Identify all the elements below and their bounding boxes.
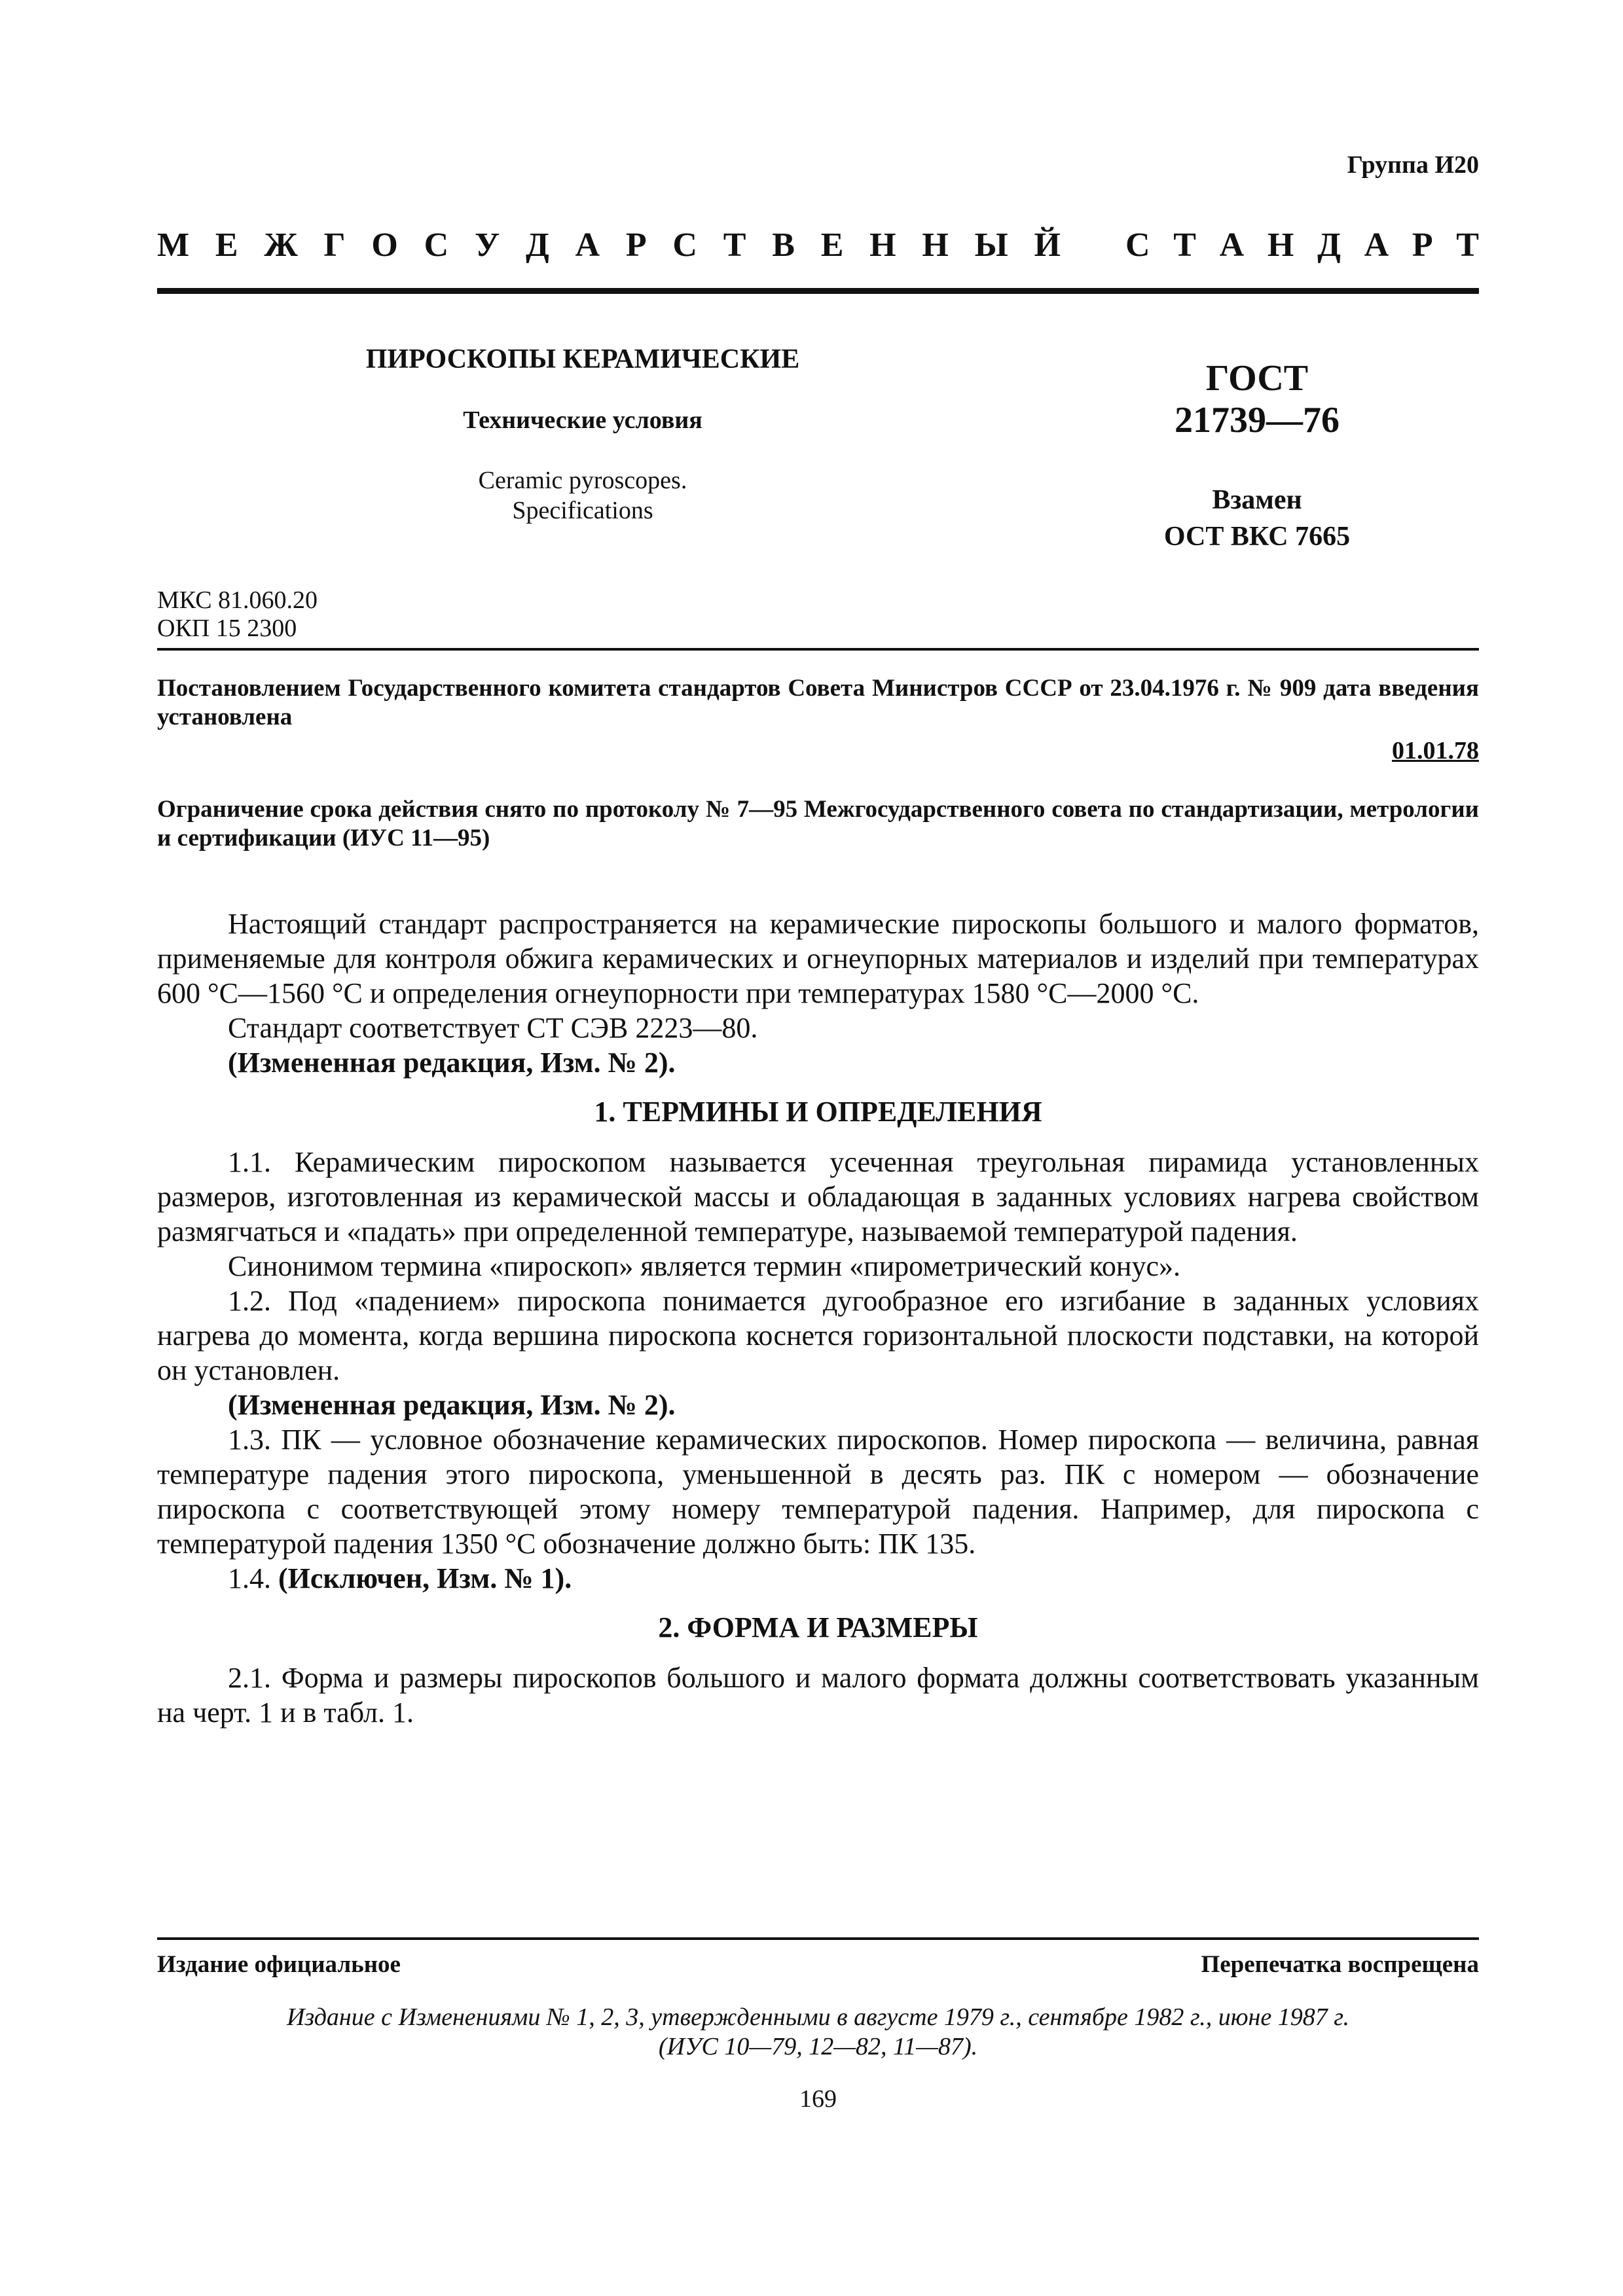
clause-1-4-number: 1.4.: [228, 1562, 278, 1594]
banner-letter: А: [1219, 226, 1245, 264]
clause-1-1-synonym: Синонимом термина «пироскоп» является термин «пирометрический конус».: [228, 1250, 1180, 1282]
reprint-prohibited: Перепечатка воспрещена: [1201, 1951, 1479, 1978]
edition-ius-refs: (ИУС 10—79, 12—82, 11—87).: [658, 2033, 978, 2060]
intro-conformity: Стандарт соответствует СТ СЭВ 2223—80.: [228, 1012, 758, 1044]
banner-left-word: [157, 226, 1061, 264]
banner-letter: Й: [1034, 226, 1061, 264]
title-en-line1: Ceramic pyroscopes.: [478, 467, 687, 494]
banner-letter: Т: [1173, 226, 1196, 264]
intro-amendment: (Измененная редакция, Изм. № 2).: [228, 1047, 676, 1079]
clause-1-4: [157, 1561, 1479, 1596]
banner-letter: А: [575, 226, 600, 264]
intro-paragraph: Настоящий стандарт распространяется на керамические пироскопы большого и малого форматов, применяемые для контроля обжига керамических и огнеупорных материалов и изделий при температурах 600 °С—1560 °С и определения огнеупорности при температурах 1580 °С—2000 °С.: [157, 908, 1479, 1009]
edition-changes: Издание с Изменениями № 1, 2, 3, утвержденными в августе 1979 г., сентябре 1982 г., июне 1987 г.: [286, 2003, 1350, 2031]
clause-1-1: 1.1. Керамическим пироскопом называется усеченная треугольная пирамида установленных размеров, изготовленная из керамической массы и обладающая в заданных условиях нагрева свойством размягчаться и «падать» при определенной температуре, называемой температурой падения.: [157, 1146, 1479, 1247]
clause-1-4-text: (Исключен, Изм. № 1).: [278, 1562, 572, 1594]
clause-1-2: 1.2. Под «падением» пироскопа понимается дугообразное его изгибание в заданных условиях нагрева до момента, когда вершина пироскопа коснется горизонтальной плоскости подставки, на которой он установлен.: [157, 1285, 1479, 1386]
codes-rule: [157, 648, 1479, 651]
replaces-label: Взамен: [1212, 485, 1302, 515]
official-edition: Издание официальное: [157, 1951, 401, 1978]
header-rule: [157, 288, 1479, 294]
section-2-heading: 2. ФОРМА И РАЗМЕРЫ: [658, 1611, 978, 1643]
title-en-line2: Specifications: [512, 497, 653, 524]
banner-letter: А: [1364, 226, 1389, 264]
section-1-heading: 1. ТЕРМИНЫ И ОПРЕДЕЛЕНИЯ: [594, 1096, 1042, 1128]
effective-date: 01.01.78: [1392, 737, 1479, 764]
footer-rule: [157, 1937, 1479, 1940]
banner-right-word: [1125, 226, 1479, 264]
banner-letter: Т: [723, 226, 746, 264]
banner-letter: С: [672, 226, 697, 264]
clause-1-3: 1.3. ПК — условное обозначение керамических пироскопов. Номер пироскопа — величина, равная температуре падения этого пироскопа, уменьшенной в десять раз. ПК с номером — обозначение пироскопа с соответствующей этому номеру температурой падения. Например, для пироскопа с температурой падения 1350 °С обозначение должно быть: ПК 135.: [157, 1424, 1479, 1560]
banner-letter: Е: [820, 226, 844, 264]
banner-letter: У: [475, 226, 500, 264]
title-ru: ПИРОСКОПЫ КЕРАМИЧЕСКИЕ: [365, 344, 800, 374]
page-number: 169: [799, 2085, 837, 2113]
banner-letter: Н: [922, 226, 949, 264]
subtitle-ru: Технические условия: [463, 406, 702, 434]
banner-letter: С: [424, 226, 449, 264]
banner-letter: Т: [1456, 226, 1479, 264]
banner-letter: С: [1125, 226, 1150, 264]
banner-letter: О: [371, 226, 398, 264]
gost-label: ГОСТ: [1205, 358, 1309, 399]
banner-letter: Ы: [974, 226, 1008, 264]
banner-letter: Н: [869, 226, 896, 264]
banner-letter: Р: [625, 226, 647, 264]
gost-number: 21739—76: [1175, 400, 1340, 440]
okp-code: ОКП 15 2300: [157, 615, 297, 642]
banner-letter: Д: [1317, 226, 1341, 264]
group-code: Группа И20: [1347, 151, 1479, 179]
banner-letter: Г: [323, 226, 346, 264]
clause-1-2-amendment: (Измененная редакция, Изм. № 2).: [228, 1389, 676, 1421]
interstate-standard-banner: [157, 226, 1479, 264]
replaces-doc: ОСТ ВКС 7665: [1163, 522, 1351, 552]
banner-letter: Н: [1267, 226, 1294, 264]
document-body: [157, 906, 1479, 1730]
banner-letter: Р: [1412, 226, 1433, 264]
banner-letter: Е: [215, 226, 238, 264]
banner-letter: Д: [525, 226, 549, 264]
banner-letter: В: [772, 226, 795, 264]
clause-2-1: 2.1. Форма и размеры пироскопов большого и малого формата должны соответствовать указанным на черт. 1 и в табл. 1.: [157, 1662, 1479, 1729]
banner-letter: М: [157, 226, 190, 264]
limit-removed-text: Ограничение срока действия снято по протоколу № 7—95 Межгосударственного совета по стандартизации, метрологии и сертификации (ИУС 11—95): [157, 796, 1479, 852]
banner-letter: Ж: [264, 226, 298, 264]
decree-text: Постановлением Государственного комитета стандартов Совета Министров СССР от 23.04.1976 г. № 909 дата введения установлена: [157, 675, 1479, 730]
mks-code: МКС 81.060.20: [157, 586, 318, 614]
